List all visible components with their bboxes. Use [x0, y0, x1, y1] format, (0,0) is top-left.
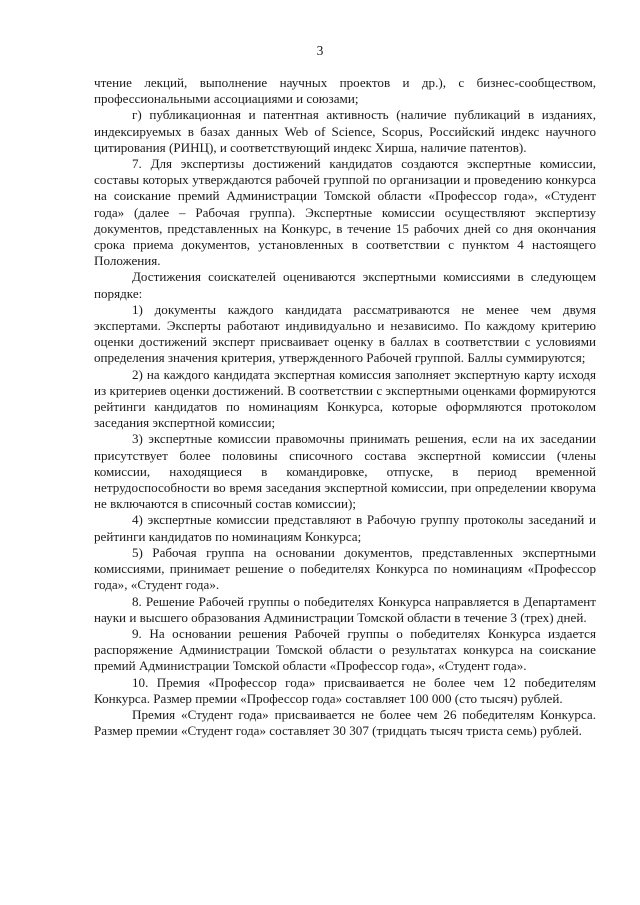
page-number: 3 — [316, 43, 324, 58]
paragraph-clause-10: 10. Премия «Профессор года» присваивается не более чем 12 победителям Конкурса. Размер премии «Профессор года» составляет 100 000 (сто тысяч) рублей. — [94, 674, 596, 706]
paragraph-item-g: г) публикационная и патентная активность (наличие публикаций в изданиях, индексируемых в базах данных Web of Science, Scopus, Российский индекс научного цитирования (РИНЦ), и соответствующий индекс Хирша, наличие патентов). — [94, 107, 596, 155]
paragraph-step-3: 3) экспертные комиссии правомочны принимать решения, если на их заседании присутствует более половины списочного состава экспертной комиссии (члены комиссии, находящиеся в командировке, отпуске, в период временной нетрудоспособности во время заседания экспертной комиссии, при определении кворума не включаются в списочный состав комиссии); — [94, 431, 596, 512]
paragraph-clause-9: 9. На основании решения Рабочей группы о победителях Конкурса издается распоряжение Администрации Томской области о результатах конкурса на соискание премий Администрации Томской области «Профессор года», «Студент года». — [94, 625, 596, 674]
paragraph-step-4: 4) экспертные комиссии представляют в Рабочую группу протоколы заседаний и рейтинги кандидатов по номинациям Конкурса; — [94, 512, 596, 544]
paragraph-evaluation-order: Достижения соискателей оцениваются экспертными комиссиями в следующем порядке: — [94, 269, 596, 301]
paragraph-clause-8: 8. Решение Рабочей группы о победителях Конкурса направляется в Департамент науки и высшего образования Администрации Томской области в течение 3 (трех) дней. — [94, 593, 596, 625]
paragraph-step-5: 5) Рабочая группа на основании документов, представленных экспертными комиссиями, принимает решение о победителях Конкурса по номинациям «Профессор года», «Студент года». — [94, 544, 596, 593]
paragraph-step-1: 1) документы каждого кандидата рассматриваются не менее чем двумя экспертами. Эксперты работают индивидуально и независимо. По каждому критерию оценки достижений эксперт присваивает оценку в баллах в соответствии с условиями определения значения критерия, утвержденного Рабочей группой. Баллы суммируются; — [94, 301, 596, 366]
paragraph-step-2: 2) на каждого кандидата экспертная комиссия заполняет экспертную карту исходя из критериев оценки достижений. В соответствии с экспертными оценками формируются рейтинги кандидатов по номинациям Конкурса, которые оформляются протоколом заседания экспертной комиссии; — [94, 366, 597, 431]
paragraph-student-prize: Премия «Студент года» присваивается не более чем 26 победителям Конкурса. Размер премии «Студент года» составляет 30 307 (тридцать тысяч триста семь) рублей. — [94, 706, 596, 739]
paragraph-continuation: чтение лекций, выполнение научных проектов и др.), с бизнес-сообществом, профессиональными ассоциациями и союзами; — [94, 75, 596, 107]
document-body — [94, 75, 596, 739]
paragraph-clause-7: 7. Для экспертизы достижений кандидатов создаются экспертные комиссии, составы которых утверждаются рабочей группой по организации и проведению конкурса на соискание премий Администрации Томской области «Профессор года», «Студент года» (далее – Рабочая группа). Экспертные комиссии осуществляют экспертизу документов, представленных на Конкурс, в течение 15 рабочих дней со дня окончания срока приема документов, установленных в соответствии с пунктом 4 настоящего Положения. — [94, 156, 596, 269]
